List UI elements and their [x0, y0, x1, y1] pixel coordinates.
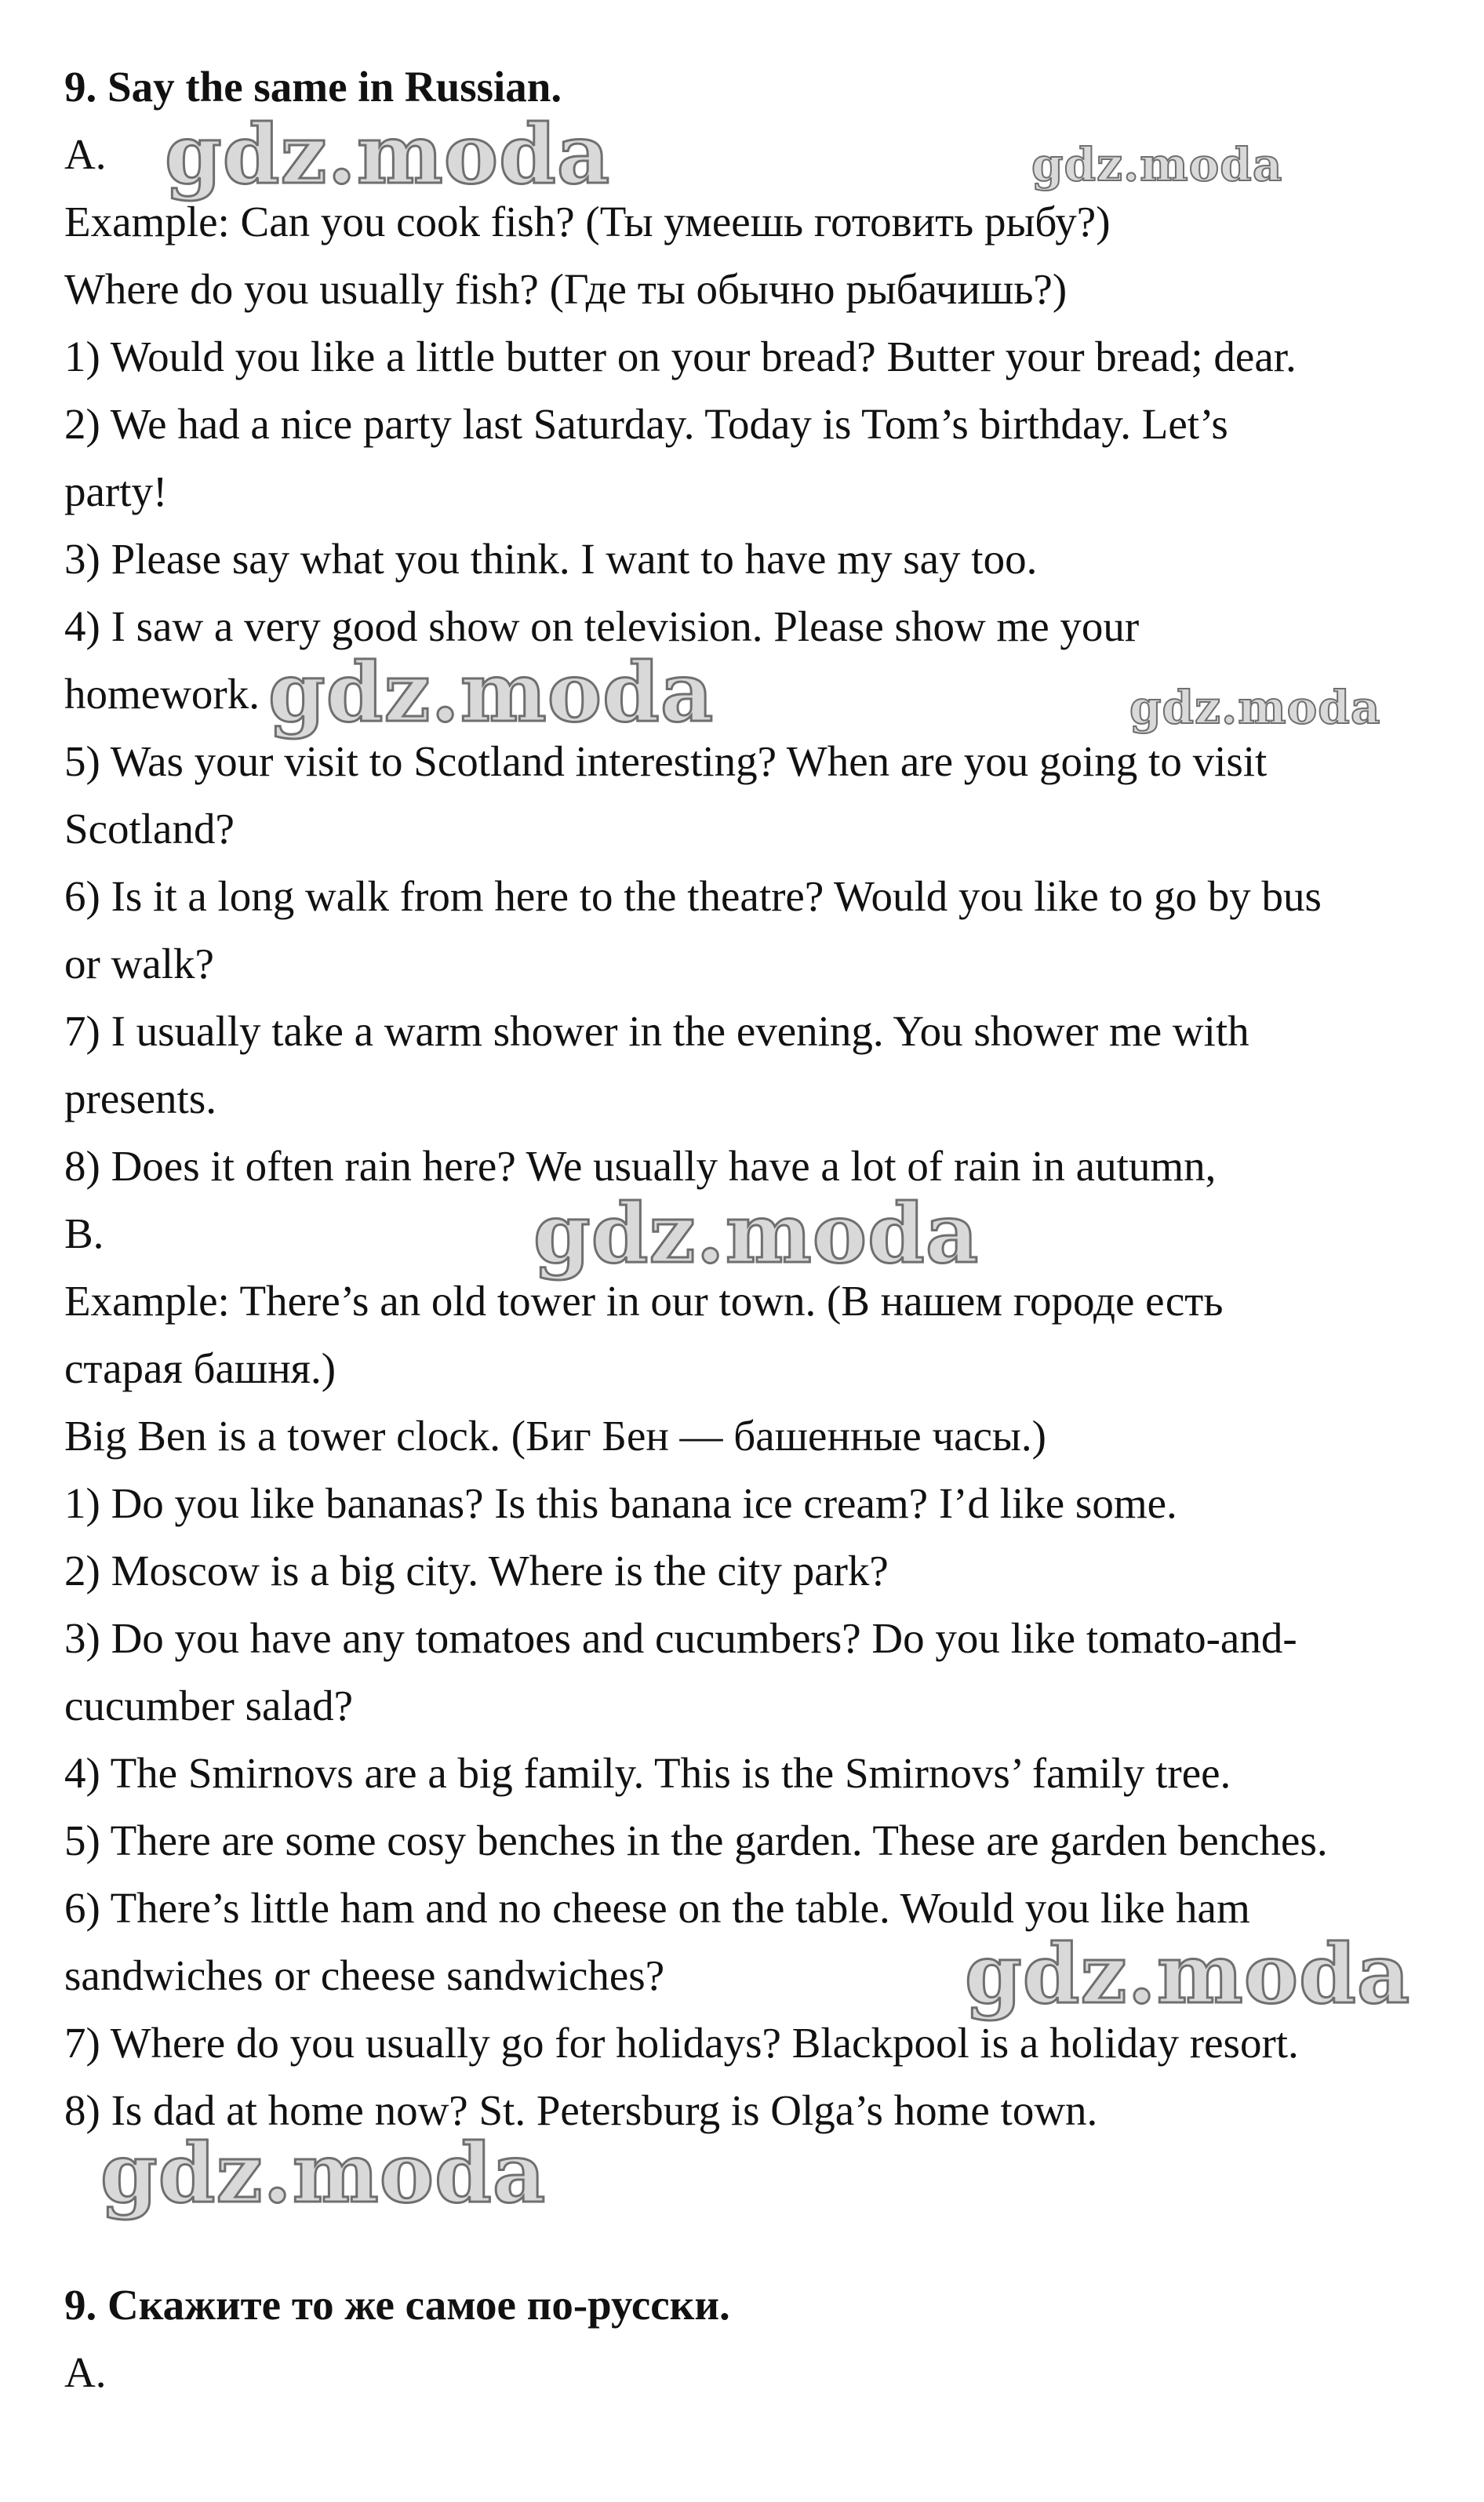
text-line: party! — [64, 467, 168, 515]
text-line: 1) Would you like a little butter on your bread? Butter your bread; dear. — [64, 333, 1297, 380]
text-line: 1) Do you like bananas? Is this banana ice cream? I’d like some. — [64, 1479, 1177, 1527]
text-line: cucumber salad? — [64, 1682, 354, 1729]
text-line: 6) There’s little ham and no cheese on the table. Would you like ham — [64, 1884, 1250, 1932]
part-a-label: A. — [64, 130, 107, 178]
text-line: 3) Please say what you think. I want to have my say too. — [64, 535, 1038, 583]
text-line: 4) I saw a very good show on television. Please show me your — [64, 602, 1140, 650]
watermark-logo: gdz.moda — [268, 644, 715, 740]
text-line: Scotland? — [64, 805, 235, 853]
exercise-heading-ru: 9. Скажите то же самое по-русски. — [64, 2281, 730, 2329]
watermark-logo: gdz.moda — [965, 1926, 1411, 2022]
text-line: 5) There are some cosy benches in the garden. These are garden benches. — [64, 1816, 1328, 1864]
text-line: Example: There’s an old tower in our town. (В нашем городе есть — [64, 1277, 1224, 1325]
text-line: Big Ben is a tower clock. (Биг Бен — башенные часы.) — [64, 1412, 1046, 1460]
part-a-label-ru: А. — [64, 2348, 107, 2396]
text-line: 4) The Smirnovs are a big family. This is the Smirnovs’ family tree. — [64, 1749, 1231, 1797]
text-line: or walk? — [64, 940, 214, 987]
text-line: 8) Does it often rain here? We usually have a lot of rain in autumn, — [64, 1142, 1217, 1190]
watermark-logo: gdz.moda — [165, 106, 611, 202]
watermark-logo: gdz.moda — [1129, 681, 1381, 734]
text-line: 3) Do you have any tomatoes and cucumbers? Do you like tomato-and- — [64, 1614, 1297, 1662]
text-line: старая башня.) — [64, 1344, 336, 1392]
text-line: sandwiches or cheese sandwiches? — [64, 1951, 665, 1999]
text-line: Where do you usually fish? (Где ты обычно рыбачишь?) — [64, 265, 1068, 313]
part-b-label: B. — [64, 1209, 104, 1257]
watermark-logo: gdz.moda — [100, 2125, 547, 2221]
text-line: 6) Is it a long walk from here to the theatre? Would you like to go by bus — [64, 872, 1322, 920]
text-line: 8) Is dad at home now? St. Petersburg is Olga’s home town. — [64, 2086, 1098, 2134]
text-line: Example: Can you cook fish? (Ты умеешь готовить рыбу?) — [64, 198, 1111, 245]
text-line: homework. — [64, 670, 260, 718]
text-line: 7) Where do you usually go for holidays? Blackpool is a holiday resort. — [64, 2019, 1299, 2067]
watermark-logo: gdz.moda — [1031, 138, 1283, 191]
exercise-heading-en: 9. Say the same in Russian. — [64, 63, 562, 111]
text-line: 5) Was your visit to Scotland interesting? When are you going to visit — [64, 737, 1268, 785]
text-line: 2) We had a nice party last Saturday. Today is Tom’s birthday. Let’s — [64, 400, 1228, 448]
watermark-logo: gdz.moda — [533, 1185, 980, 1282]
text-line: presents. — [64, 1075, 216, 1122]
text-line: 7) I usually take a warm shower in the evening. You shower me with — [64, 1007, 1249, 1055]
text-line: 2) Moscow is a big city. Where is the city park? — [64, 1547, 889, 1595]
